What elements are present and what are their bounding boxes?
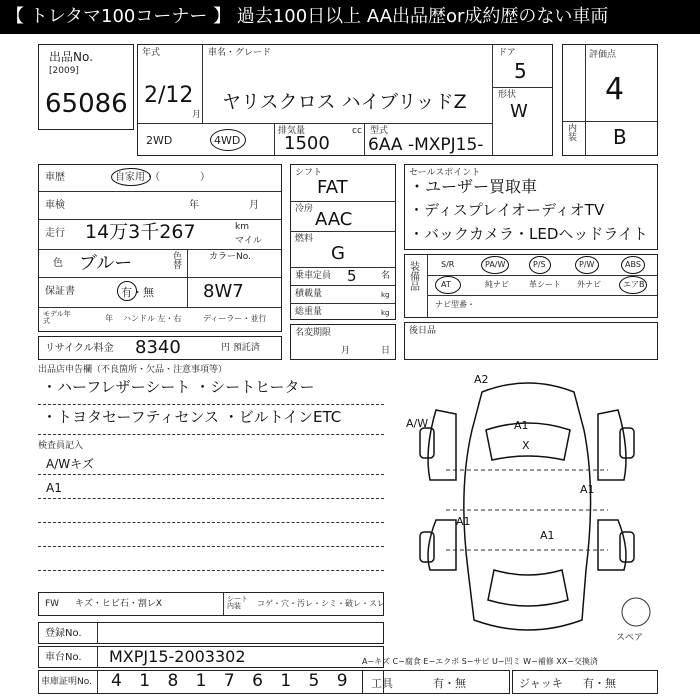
selling-point-2: ・ディスプレイオーディオTV (409, 201, 605, 219)
diagram-mark-a1-rear: A1 (540, 529, 555, 542)
displacement-unit: cc (352, 126, 362, 136)
mileage-unit-mile: マイル (235, 236, 262, 246)
recycle-value: 8340 (135, 337, 181, 358)
diagram-mark-a1-mid: A1 (456, 515, 471, 528)
lot-label: 出品No. (49, 50, 93, 64)
selling-point-1: ・ユーザー買取車 (409, 177, 538, 196)
fw-label: FW (45, 599, 60, 609)
fuel-value: G (331, 243, 345, 264)
diagram-mark-a2: A2 (474, 373, 489, 386)
inspector-notes-label: 検査員記入 (38, 441, 84, 451)
inspector-note-1: A/Wキズ (46, 457, 94, 471)
gross-label: 総重量 (295, 307, 323, 317)
capacity-value: 5 (347, 267, 357, 285)
inspection-year: 年 (189, 200, 199, 211)
tools-value: 有・無 (433, 677, 466, 690)
inspector-notes (38, 440, 384, 588)
shape-label: 形状 (498, 90, 517, 100)
tools-box (362, 670, 510, 694)
mileage-unit-km: km (235, 222, 249, 232)
drive-2wd: 2WD (146, 134, 173, 147)
damage-legend-box (38, 592, 384, 616)
color-change-label: 色替 (173, 252, 183, 271)
diagram-mark-aw: A/W (406, 417, 429, 430)
equip-sr: S/R (441, 260, 455, 269)
tools-label: 工具 (371, 677, 393, 690)
car-name-value: ヤリスクロス ハイブリッドZ (222, 91, 467, 113)
load-unit: kg (381, 291, 390, 299)
rating-value: 4 (605, 72, 625, 107)
lot-number: 65086 (45, 89, 128, 119)
name-change-month: 月 (341, 346, 351, 356)
ac-label: 冷房 (295, 204, 314, 214)
warranty-circle (117, 281, 137, 301)
doors-value: 5 (514, 59, 527, 83)
equip-ps: P/S (533, 260, 546, 269)
history-label: 車歴 (45, 172, 65, 183)
fuel-label: 燃料 (295, 234, 314, 244)
inspection-month: 月 (249, 200, 259, 211)
equip-airbag: エアB (623, 280, 645, 289)
vehicle-info-block (137, 44, 553, 156)
name-change-box (290, 324, 396, 360)
chassis-label: 車台No. (45, 652, 82, 663)
seller-notes (38, 364, 384, 438)
mileage-value: 14万3千267 (85, 221, 196, 243)
drive-4wd-circle (210, 129, 246, 151)
selling-points-label: セールスポイント (409, 168, 481, 178)
equipment-box (404, 254, 658, 318)
equip-ext-navi: 外ナビ (577, 280, 601, 289)
model-label: 型式 (370, 126, 389, 136)
warranty-value: 有・無 (121, 286, 154, 299)
diagram-mark-x: X (522, 439, 530, 452)
equip-pw: P/W (579, 260, 595, 269)
shape-value: W (510, 101, 528, 122)
dealer-text: ディーラー・並行 (203, 314, 267, 323)
car-damage-diagram (396, 370, 658, 660)
model-year-unit: 年 (105, 314, 113, 323)
interior-value: B (613, 125, 627, 149)
doors-label: ドア (498, 48, 516, 58)
year-label: 年式 (142, 48, 161, 58)
car-name-label: 車名・グレード (208, 48, 272, 58)
capacity-label: 乗車定員 (295, 271, 332, 281)
lot-box (38, 44, 134, 130)
recycle-label: リサイクル料金 (45, 343, 114, 354)
inspector-note-2: A1 (46, 481, 62, 495)
inspection-label: 車検 (45, 200, 65, 211)
equip-leather: 革シート (529, 280, 561, 289)
displacement-value: 1500 (284, 133, 330, 154)
gross-unit: kg (381, 309, 390, 317)
displacement-label: 排気量 (278, 126, 306, 136)
rating-label: 評価点 (589, 50, 617, 60)
interior-label: 内装 (568, 124, 578, 143)
shift-label: シフト (295, 168, 323, 178)
name-change-label: 名変期限 (295, 328, 332, 338)
recycle-unit: 円 預託済 (221, 343, 260, 353)
seller-notes-label: 出品店申告欄（不良箇所・欠品・注意事項等） (38, 365, 228, 375)
cert-label: 車庫証明No. (41, 677, 92, 687)
seller-note-2: ・トヨタセーフティセンス ・ビルトインETC (42, 408, 342, 426)
spec-block (290, 164, 396, 320)
equipment-label: 装備品 (410, 262, 420, 293)
handle-text: ハンドル 左・右 (123, 314, 182, 323)
chassis-box (38, 646, 384, 668)
diagram-mark-a1-side: A1 (580, 483, 595, 496)
navi-model-label: ナビ型番・ (435, 300, 475, 309)
selling-point-3: ・バックカメラ・LEDヘッドライト (409, 225, 648, 243)
diagram-mark-a1-front: A1 (514, 419, 529, 432)
page-header: 【 トレタマ100コーナー 】 過去100日以上 AA出品歴or成約歴のない車両 (0, 0, 700, 34)
color-label: 色 (53, 258, 63, 269)
color-value: ブルー (79, 253, 133, 274)
seat-label: シート内装 (227, 595, 248, 610)
equip-abs: ABS (625, 260, 641, 269)
color-code-label: カラーNo. (209, 252, 251, 262)
load-label: 積載量 (295, 289, 323, 299)
recycle-box (38, 336, 282, 360)
details-left-block (38, 164, 282, 332)
shift-value: FAT (317, 177, 348, 198)
jack-value: 有・無 (583, 677, 616, 690)
cert-value: 4 1 8 1 7 6 1 5 9 (111, 671, 354, 691)
history-circle (111, 168, 151, 186)
lot-sub: [2009] (49, 66, 79, 76)
model-value: 6AA -MXPJ15- (368, 135, 484, 155)
spare-label: スペア (616, 633, 644, 643)
name-change-day: 日 (381, 346, 391, 356)
jack-label: ジャッキ (519, 677, 563, 690)
equip-paw: PA/W (485, 260, 506, 269)
chassis-value: MXPJ15-2003302 (109, 647, 246, 666)
history-value: 自家用・（ ） (115, 172, 210, 183)
cert-box (38, 670, 384, 694)
ac-value: AAC (315, 209, 353, 230)
code-legend: A−キズ C−腐食 E−エクボ S−サビ U−凹ミ W−補修 XX−交換済 (362, 657, 598, 666)
capacity-unit: 名 (381, 271, 391, 281)
year-value: 2/12 (144, 83, 194, 108)
warranty-label: 保証書 (45, 286, 75, 297)
color-code-value: 8W7 (203, 281, 244, 302)
seat-text: コゲ・穴・汚レ・シミ・破レ・スレ (257, 599, 385, 608)
rear-date-label: 後日品 (409, 326, 437, 336)
registration-box (38, 622, 384, 644)
mileage-label: 走行 (45, 228, 65, 239)
equip-navi: 純ナビ (485, 280, 509, 289)
model-year-label: モデル年式 (43, 310, 71, 325)
seller-note-1: ・ハーフレザーシート ・シートヒーター (42, 378, 315, 396)
drive-4wd: 4WD (214, 134, 241, 147)
equip-at: AT (441, 280, 451, 289)
jack-box (512, 670, 658, 694)
rating-box (562, 44, 658, 156)
year-unit: 月 (192, 110, 202, 120)
selling-points-box (404, 164, 658, 250)
rear-date-box (404, 322, 658, 360)
fw-text: キズ・ヒビ石・割レX (75, 599, 162, 609)
registration-label: 登録No. (45, 628, 82, 639)
